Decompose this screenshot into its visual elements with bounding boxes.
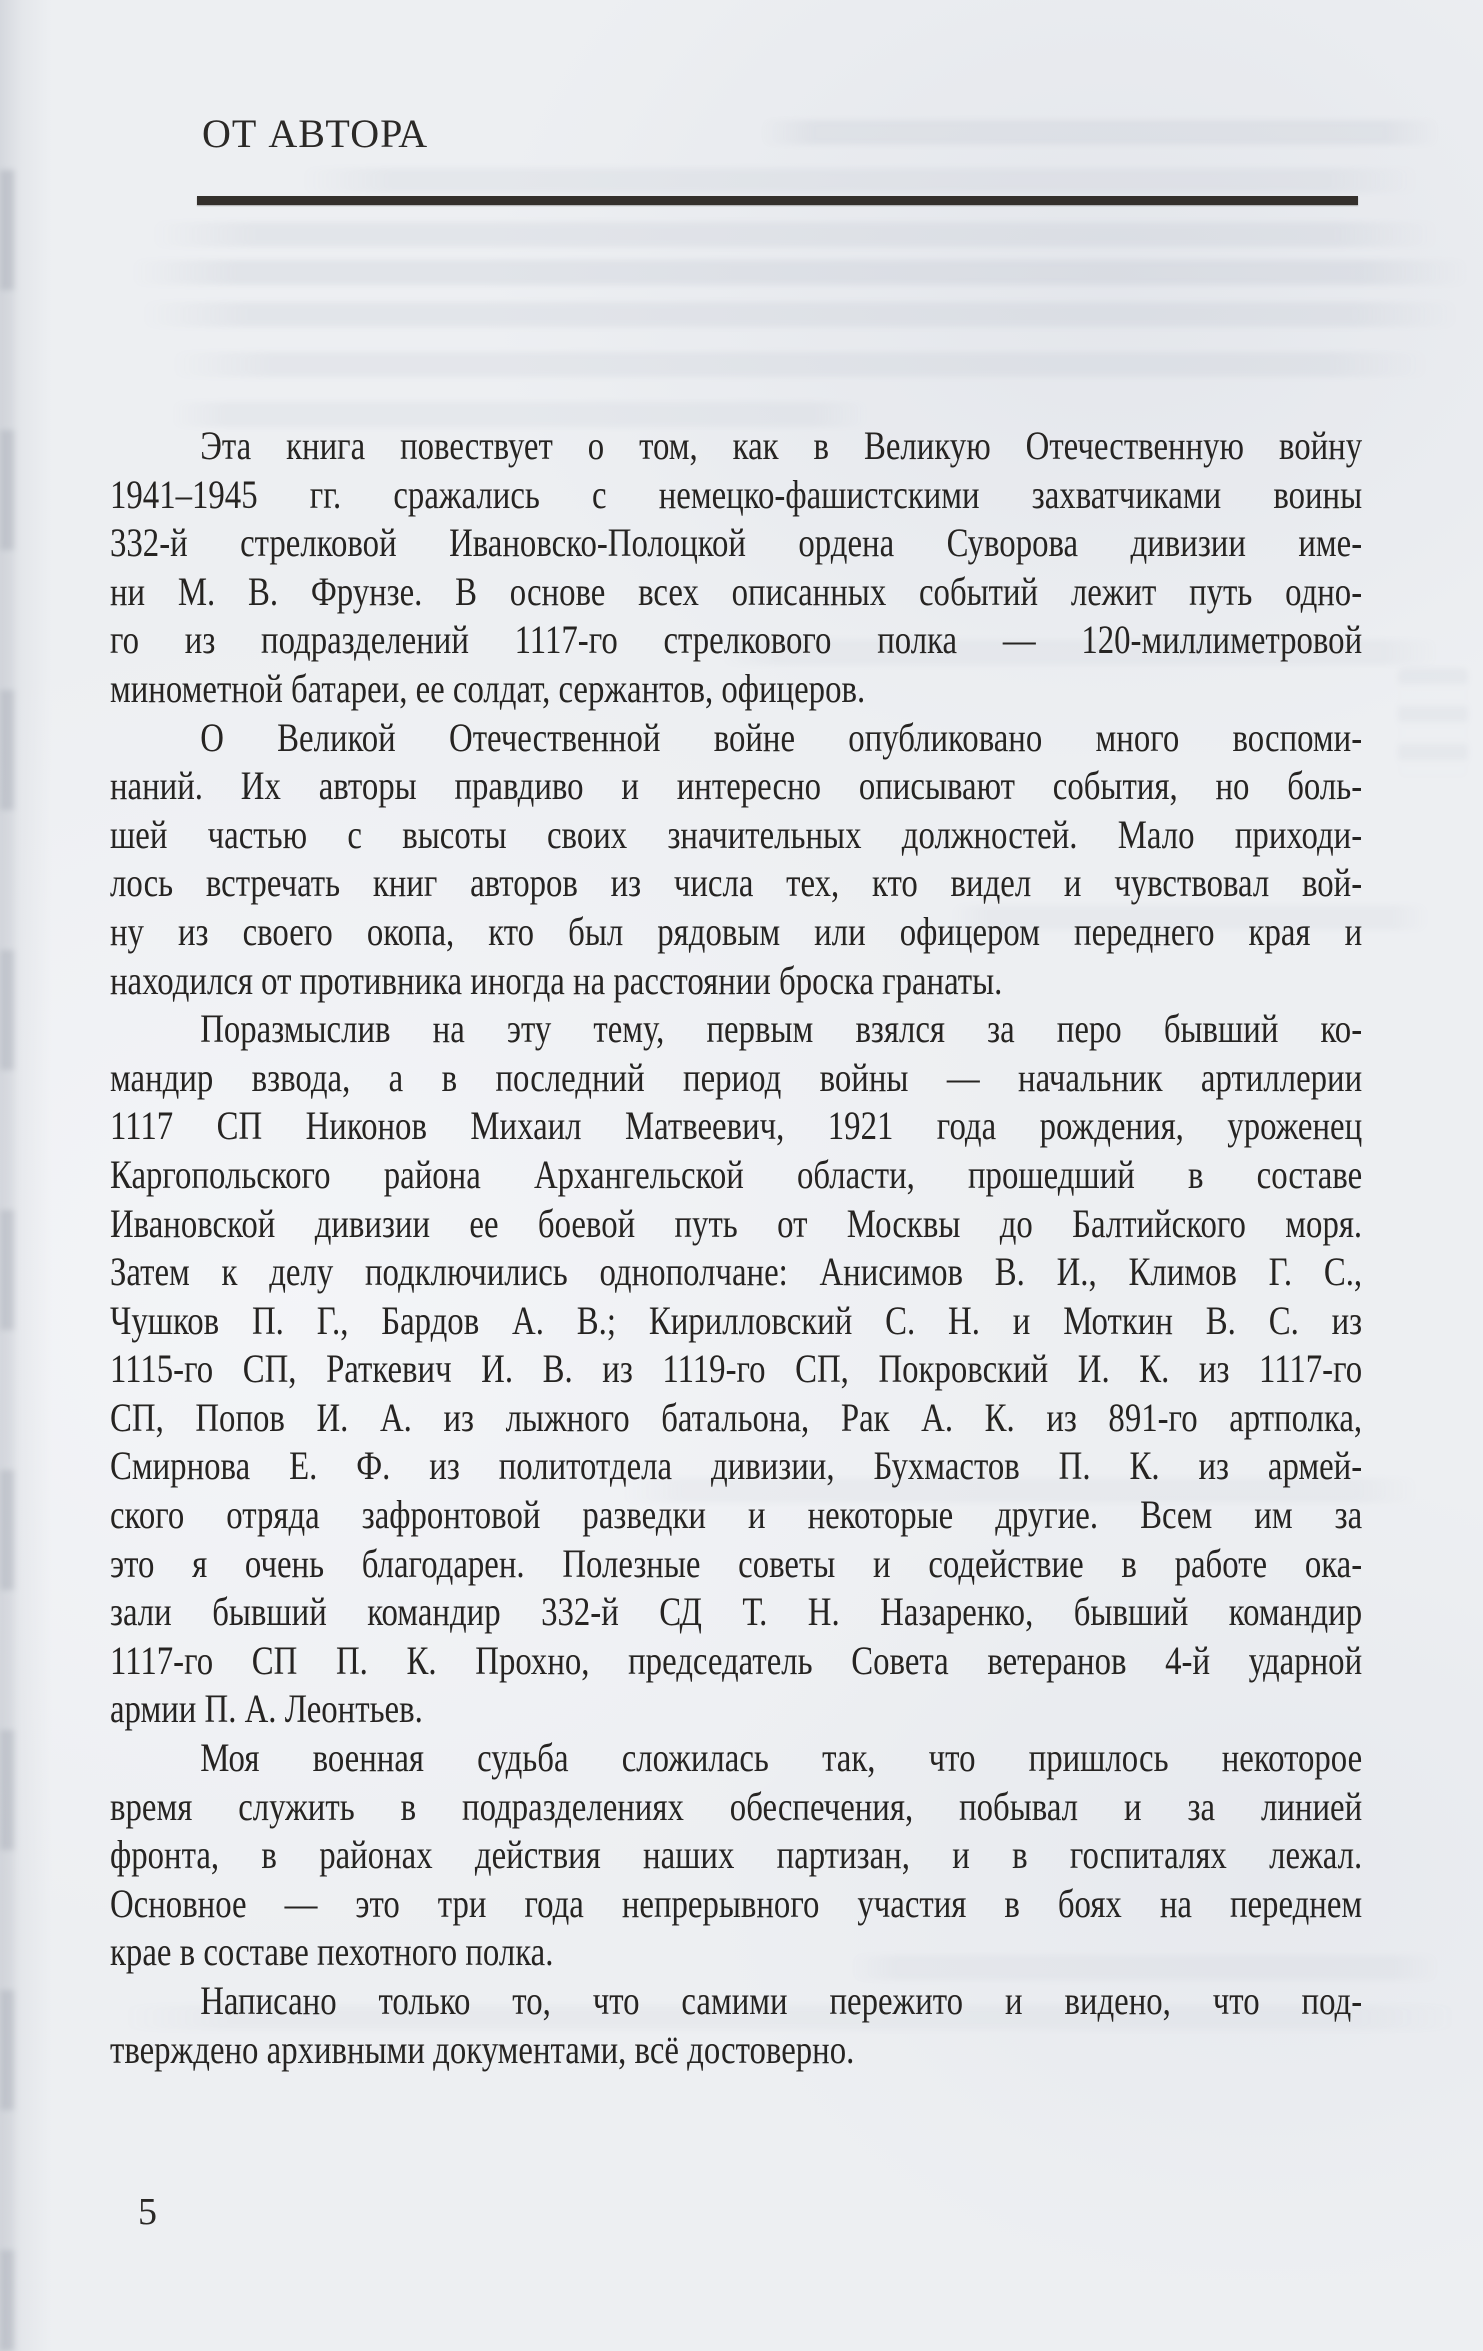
text-line: 332-й стрелковой Ивановско-Полоцкой ордена Суворова дивизии име- (110, 520, 1363, 566)
text-line: ского отряда зафронтовой разведки и некоторые другие. Всем им за (110, 1492, 1363, 1538)
body-text (110, 422, 1362, 2074)
bleed-through-smudge (150, 222, 1440, 247)
scan-edge-shadow (0, 0, 52, 2351)
page-title: ОТ АВТОРА (202, 111, 429, 156)
bleed-through-smudge (760, 120, 1440, 145)
text-line: Написано только то, что самими пережито и видено, что под- (200, 1978, 1363, 2023)
text-line: О Великой Отечественной войне опубликовано много воспоми- (200, 714, 1363, 760)
text-line: ну из своего окопа, кто был рядовым или офицером переднего края и (110, 908, 1363, 954)
text-line: Моя военная судьба сложилась так, что пришлось некоторое (200, 1735, 1363, 1781)
text-line: го из подразделений 1117-го стрелкового полка — 120-миллиметровой (110, 617, 1363, 663)
text-line: фронта, в районах действия наших партизан, и в госпиталях лежал. (110, 1832, 1363, 1878)
text-line: лось встречать книг авторов из числа тех, кто видел и чувствовал вой- (110, 860, 1363, 906)
text-line: Затем к делу подключились однополчане: Анисимов В. И., Климов Г. С., (110, 1249, 1363, 1295)
text-line: Эта книга повествует о том, как в Великую Отечественную войну (200, 423, 1363, 468)
text-line: ни М. В. Фрунзе. В основе всех описанных событий лежит путь одно- (110, 568, 1363, 614)
bleed-through-smudge (170, 352, 1430, 377)
text-line: армии П. А. Леонтьев. (110, 1686, 423, 1732)
bleed-through-smudge (130, 260, 1470, 285)
bleed-through-smudge (300, 168, 1420, 193)
text-line: Поразмыслив на эту тему, первым взялся за перо бывший ко- (200, 1006, 1363, 1052)
bleed-through-smudge (140, 302, 1460, 327)
bleed-through-margin-mark (1398, 668, 1468, 778)
text-line: находился от противника иногда на расстоянии броска гранаты. (110, 957, 1003, 1003)
text-line: зали бывший командир 332-й СД Т. Н. Назаренко, бывший командир (110, 1589, 1363, 1635)
text-line: СП, Попов И. А. из лыжного батальона, Рак А. К. из 891-го артполка, (110, 1394, 1363, 1440)
text-line: Основное — это три года непрерывного участия в боях на переднем (110, 1880, 1363, 1926)
text-line: Чушков П. Г., Бардов А. В.; Кирилловский С. Н. и Моткин В. С. из (110, 1297, 1363, 1343)
text-line: 1117 СП Никонов Михаил Матвеевич, 1921 года рождения, уроженец (110, 1103, 1363, 1149)
text-line: 1941–1945 гг. сражались с немецко-фашистскими захватчиками воины (110, 471, 1363, 517)
text-line: минометной батареи, ее солдат, сержантов, офицеров. (110, 665, 866, 711)
text-line: Ивановской дивизии ее боевой путь от Москвы до Балтийского моря. (110, 1200, 1363, 1246)
text-line: время служить в подразделениях обеспечения, побывал и за линией (110, 1783, 1363, 1829)
text-line: 1115-го СП, Раткевич И. В. из 1119-го СП, Покровский И. К. из 1117-го (110, 1346, 1363, 1392)
text-line: Каргопольского района Архангельской области, прошедший в составе (110, 1151, 1363, 1197)
text-line: Смирнова Е. Ф. из политотдела дивизии, Бухмастов П. К. из армей- (110, 1443, 1363, 1489)
text-line: тверждено архивными документами, всё достоверно. (110, 2026, 855, 2072)
text-line: шей частью с высоты своих значительных должностей. Мало приходи- (110, 811, 1363, 857)
text-line: это я очень благодарен. Полезные советы и содействие в работе ока- (110, 1540, 1363, 1586)
text-line: крае в составе пехотного полка. (110, 1929, 554, 1975)
text-line: 1117-го СП П. К. Прохно, председатель Совета ветеранов 4-й ударной (110, 1637, 1363, 1683)
title-rule (197, 196, 1358, 205)
page-number: 5 (138, 2191, 157, 2233)
text-line: наний. Их авторы правдиво и интересно описывают события, но боль- (110, 763, 1363, 809)
text-line: мандир взвода, а в последний период войны — начальник артиллерии (110, 1054, 1363, 1100)
